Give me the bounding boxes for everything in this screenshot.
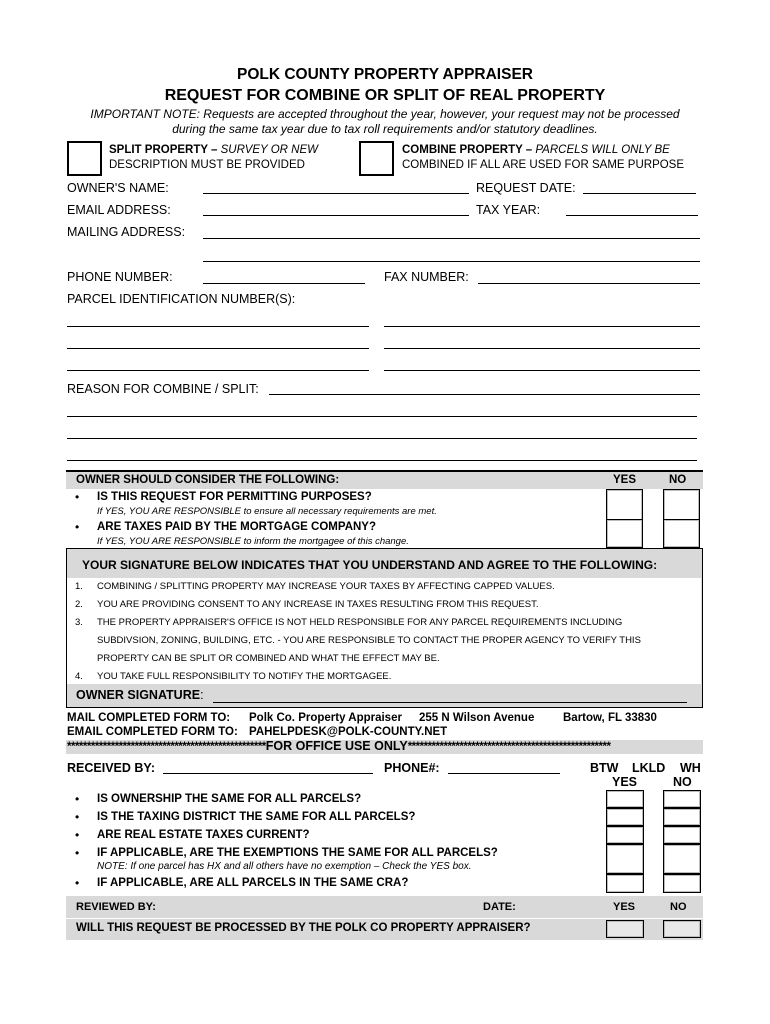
agreement-item: YOU ARE PROVIDING CONSENT TO ANY INCREASE IN TAXES RESULTING FROM THIS REQUEST. <box>97 599 539 610</box>
reviewed-no-header: NO <box>670 901 687 913</box>
office-street: 255 N Wilson Avenue <box>419 712 535 724</box>
agreement-item-number: 4. <box>75 671 83 682</box>
reason-field-3[interactable] <box>67 438 697 439</box>
mortgage-no-checkbox[interactable] <box>663 519 700 548</box>
form-subtitle: REQUEST FOR COMBINE OR SPLIT OF REAL PROPERTY <box>164 87 606 104</box>
agreement-item: COMBINING / SPLITTING PROPERTY MAY INCREASE YOUR TAXES BY AFFECTING CAPPED VALUES. <box>97 581 555 592</box>
exemptions-question: IF APPLICABLE, ARE THE EXEMPTIONS THE SAME FOR ALL PARCELS? <box>97 847 498 859</box>
reason-field[interactable] <box>269 394 700 395</box>
email-to-label: EMAIL COMPLETED FORM TO: <box>67 726 238 738</box>
final-no-checkbox[interactable] <box>663 920 701 938</box>
bullet: • <box>75 846 80 860</box>
agreement-item: YOU TAKE FULL RESPONSIBILITY TO NOTIFY THE MORTGAGEE. <box>97 671 392 682</box>
permitting-note: If YES, YOU ARE RESPONSIBLE to ensure all necessary requirements are met. <box>97 506 437 517</box>
mailing-address-label: MAILING ADDRESS: <box>67 225 186 239</box>
split-property-desc: DESCRIPTION MUST BE PROVIDED <box>109 159 305 171</box>
taxes-current-no-checkbox[interactable] <box>663 826 701 844</box>
agreement-item: THE PROPERTY APPRAISER'S OFFICE IS NOT HELD RESPONSIBLE FOR ANY PARCEL REQUIREMENTS INCLUDING <box>97 617 623 628</box>
parcel-id-field[interactable] <box>67 326 369 327</box>
office-use-banner-text: **************************************************FOR OFFICE USE ONLY*************************************************** <box>67 739 611 753</box>
split-property-label: SPLIT PROPERTY – SURVEY OR NEW <box>109 144 318 156</box>
office-phone-field[interactable] <box>448 773 560 774</box>
form-title: POLK COUNTY PROPERTY APPRAISER <box>237 66 533 83</box>
reviewed-yes-header: YES <box>613 901 636 913</box>
taxes-current-question: ARE REAL ESTATE TAXES CURRENT? <box>97 829 310 841</box>
fax-field[interactable] <box>478 283 700 284</box>
mortgage-note: If YES, YOU ARE RESPONSIBLE to inform the mortgagee of this change. <box>97 536 409 547</box>
ownership-question: IS OWNERSHIP THE SAME FOR ALL PARCELS? <box>97 793 362 805</box>
received-by-field[interactable] <box>163 773 373 774</box>
cra-yes-checkbox[interactable] <box>606 874 644 893</box>
office-name: Polk Co. Property Appraiser <box>249 712 402 724</box>
bullet: • <box>75 828 80 842</box>
parcel-ids-label: PARCEL IDENTIFICATION NUMBER(S): <box>67 292 296 306</box>
cra-no-checkbox[interactable] <box>663 874 701 893</box>
parcel-id-field[interactable] <box>384 348 700 349</box>
office-email: PAHELPDESK@POLK-COUNTY.NET <box>249 726 448 738</box>
email-field[interactable] <box>203 215 469 216</box>
phone-field[interactable] <box>203 283 365 284</box>
consider-heading: OWNER SHOULD CONSIDER THE FOLLOWING: <box>76 474 340 486</box>
agreement-item-number: 3. <box>75 617 83 628</box>
reviewed-date-label: DATE: <box>483 901 516 913</box>
btw-option[interactable]: BTW <box>590 761 619 775</box>
office-city: Bartow, FL 33830 <box>563 712 657 724</box>
final-yes-checkbox[interactable] <box>606 920 644 938</box>
bullet: • <box>75 792 80 806</box>
office-yes-header: YES <box>612 775 638 789</box>
parcel-id-field[interactable] <box>67 370 369 371</box>
taxing-district-yes-checkbox[interactable] <box>606 808 644 826</box>
reason-label: REASON FOR COMBINE / SPLIT: <box>67 382 259 396</box>
taxing-district-no-checkbox[interactable] <box>663 808 701 826</box>
mortgage-yes-checkbox[interactable] <box>606 519 643 548</box>
bullet: • <box>75 490 80 504</box>
taxes-current-yes-checkbox[interactable] <box>606 826 644 844</box>
mailing-address-field-2[interactable] <box>203 261 700 262</box>
bullet: • <box>75 810 80 824</box>
ownership-yes-checkbox[interactable] <box>606 790 644 808</box>
owner-signature-field[interactable] <box>213 702 687 703</box>
lkld-option[interactable]: LKLD <box>632 761 666 775</box>
agreement-item: PROPERTY CAN BE SPLIT OR COMBINED AND WHAT THE EFFECT MAY BE. <box>97 653 440 664</box>
mailing-address-field[interactable] <box>203 238 700 239</box>
request-date-label: REQUEST DATE: <box>476 181 576 195</box>
permitting-no-checkbox[interactable] <box>663 489 700 521</box>
important-note: IMPORTANT NOTE: Requests are accepted throughout the year, however, your request may not be processed <box>90 107 680 121</box>
fax-label: FAX NUMBER: <box>384 270 469 284</box>
bullet: • <box>75 520 80 534</box>
agreement-heading: YOUR SIGNATURE BELOW INDICATES THAT YOU UNDERSTAND AND AGREE TO THE FOLLOWING: <box>82 558 658 572</box>
combine-property-label: COMBINE PROPERTY – PARCELS WILL ONLY BE <box>402 144 670 156</box>
email-label: EMAIL ADDRESS: <box>67 203 171 217</box>
phone-label: PHONE NUMBER: <box>67 270 173 284</box>
tax-year-field[interactable] <box>566 215 698 216</box>
received-by-label: RECEIVED BY: <box>67 761 155 775</box>
request-date-field[interactable] <box>583 193 696 194</box>
reason-field-2[interactable] <box>67 416 697 417</box>
owner-name-field[interactable] <box>203 193 469 194</box>
reason-field-4[interactable] <box>67 460 697 461</box>
taxing-district-question: IS THE TAXING DISTRICT THE SAME FOR ALL PARCELS? <box>97 811 416 823</box>
important-note-line2: during the same tax year due to tax roll requirements and/or statutory deadlines. <box>172 122 598 136</box>
agreement-item-number: 1. <box>75 581 83 592</box>
ownership-no-checkbox[interactable] <box>663 790 701 808</box>
combine-property-desc: COMBINED IF ALL ARE USED FOR SAME PURPOSE <box>402 159 685 171</box>
agreement-item-number: 2. <box>75 599 83 610</box>
permitting-yes-checkbox[interactable] <box>606 489 643 521</box>
wh-option[interactable]: WH <box>680 761 701 775</box>
parcel-id-field[interactable] <box>67 348 369 349</box>
parcel-id-field[interactable] <box>384 326 700 327</box>
agreement-items-panel <box>67 578 701 684</box>
reviewed-bar <box>66 896 703 918</box>
office-no-header: NO <box>673 775 692 789</box>
permitting-question: IS THIS REQUEST FOR PERMITTING PURPOSES? <box>97 491 372 503</box>
owner-name-label: OWNER'S NAME: <box>67 181 169 195</box>
agreement-item: SUBDIVSION, ZONING, BUILDING, ETC. - YOU ARE RESPONSIBLE TO CONTACT THE PROPER AGENCY TO VERIFY THIS <box>97 635 641 646</box>
exemptions-yes-checkbox[interactable] <box>606 844 644 874</box>
consider-yes-header: YES <box>613 474 637 486</box>
reviewed-by-label: REVIEWED BY: <box>76 901 156 913</box>
split-property-checkbox[interactable] <box>67 141 102 176</box>
exemptions-no-checkbox[interactable] <box>663 844 701 874</box>
combine-property-checkbox[interactable] <box>359 141 394 176</box>
consider-no-header: NO <box>669 474 687 486</box>
owner-signature-label: OWNER SIGNATURE: <box>76 688 204 702</box>
parcel-id-field[interactable] <box>384 370 700 371</box>
tax-year-label: TAX YEAR: <box>476 203 541 217</box>
mortgage-question: ARE TAXES PAID BY THE MORTGAGE COMPANY? <box>97 521 376 533</box>
final-question: WILL THIS REQUEST BE PROCESSED BY THE POLK CO PROPERTY APPRAISER? <box>76 922 531 934</box>
office-phone-label: PHONE#: <box>384 761 440 775</box>
exemptions-note: NOTE: If one parcel has HX and all others have no exemption – Check the YES box. <box>97 861 472 872</box>
mail-to-label: MAIL COMPLETED FORM TO: <box>67 712 231 724</box>
cra-question: IF APPLICABLE, ARE ALL PARCELS IN THE SAME CRA? <box>97 877 409 889</box>
bullet: • <box>75 876 80 890</box>
